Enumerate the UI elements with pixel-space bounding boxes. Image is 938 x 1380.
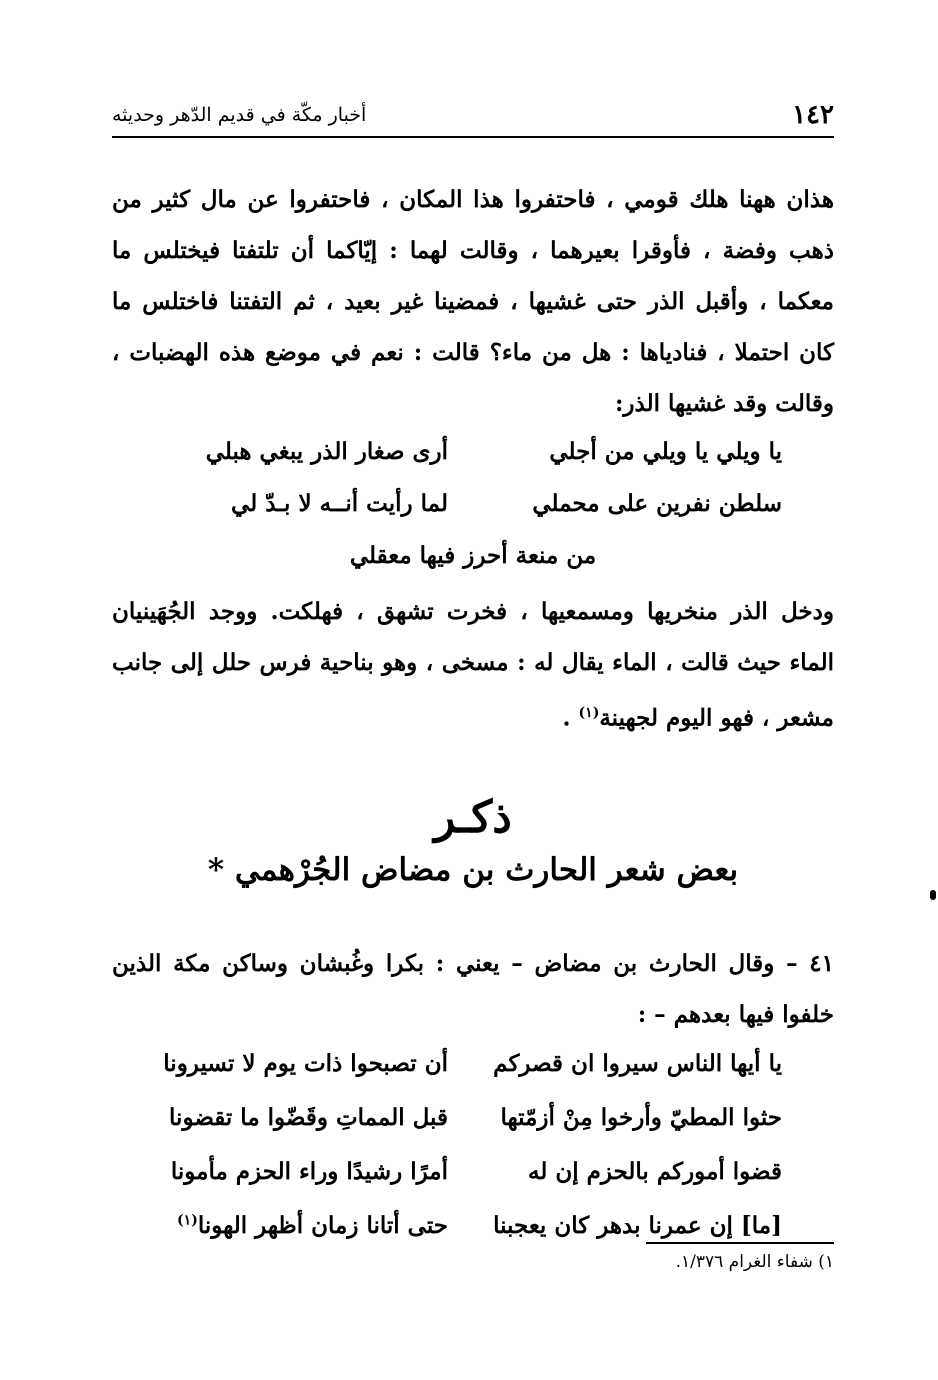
footnote-marker: (١) — [177, 1212, 198, 1229]
verse-first-hemistich: [ما] إن عمرنا بدهر كان يعجبنا — [493, 1212, 782, 1239]
verse-row — [112, 430, 834, 482]
verse-row — [112, 1096, 834, 1150]
footnote-rule — [646, 1242, 834, 1244]
verse-second-hemistich: لما رأيت أنــه لا بـدّ لي — [231, 490, 448, 517]
paragraph-2 — [112, 586, 834, 744]
paragraph-1: هذان ههنا هلك قومي ، فاحتفروا هذا المكان ، فاحتفروا عن مال كثير من ذهب وفضة ، فأوقرا بعيرهما ، وقالت لهما : إيّاكما أن تلتفتا فيختلس ما معكما ، وأقبل الذر حتى غشيها ، فمضينا غير بعيد ، ثم التفتنا فاختلس ما كان احتملا ، فنادياها : هل من ماء؟ قالت : نعم في موضع هذه الهضبات ، وقالت وقد غشيها الذر: — [112, 186, 834, 417]
section-ornament-heading: ذكـر — [434, 792, 512, 843]
verse-row — [112, 1042, 834, 1096]
footnote-marker: (١) — [578, 705, 600, 721]
footnote: ١) شفاء الغرام ١/٣٧٦. — [675, 1252, 834, 1272]
verse-single-line: من منعة أحرز فيها معقلي — [349, 542, 597, 569]
poem-2 — [112, 1042, 834, 1258]
book-title: أخبار مكّة في قديم الدّهر وحديثه — [112, 104, 367, 126]
poem-1 — [112, 430, 834, 586]
paragraph-2-text: ودخل الذر منخريها ومسمعيها ، فخرت تشهق ، فهلكت. ووجد الجُهَينيان الماء حيث قالت ، الماء يقال له : مسخى ، وهو بناحية فرس حلل إلى جانب مشعر ، فهو اليوم لجهينة — [112, 598, 834, 732]
verse-text: حتى أتانا زمان أظهر الهونا — [197, 1212, 448, 1239]
margin-mark — [930, 890, 936, 900]
verse-row — [112, 534, 834, 586]
verse-second-hemistich: أن تصبحوا ذات يوم لا تسيرونا — [163, 1050, 448, 1077]
verse-second-hemistich — [177, 1212, 448, 1239]
running-head — [112, 96, 834, 132]
verse-row — [112, 482, 834, 534]
paragraph-2-end: . — [562, 704, 579, 732]
verse-row — [112, 1204, 834, 1258]
verse-second-hemistich: أمرًا رشيدًا وراء الحزم مأمونا — [170, 1158, 448, 1185]
header-rule — [112, 136, 834, 138]
verse-first-hemistich: يا أيها الناس سيروا ان قصركم — [493, 1050, 782, 1077]
verse-first-hemistich: سلطن نفرين على محملي — [532, 490, 782, 517]
verse-first-hemistich: قضوا أموركم بالحزم إن له — [527, 1158, 782, 1185]
verse-first-hemistich: يا ويلي يا ويلي من أجلي — [549, 438, 782, 465]
verse-second-hemistich: قبل المماتِ وقَضّوا ما تقضونا — [169, 1104, 448, 1131]
page-number: ١٤٢ — [792, 100, 834, 130]
paragraph-3: ٤١ – وقال الحارث بن مضاض – يعني : بكرا وغُبشان وساكن مكة الذين خلفوا فيها بعدهم – : — [112, 950, 834, 1028]
verse-first-hemistich: حثوا المطيّ وأرخوا مِنْ أزمّتها — [500, 1104, 782, 1131]
verse-second-hemistich: أرى صغار الذر يبغي هبلي — [205, 438, 448, 465]
verse-row — [112, 1150, 834, 1204]
section-title: بعض شعر الحارث بن مضاض الجُرْهمي * — [207, 852, 739, 888]
